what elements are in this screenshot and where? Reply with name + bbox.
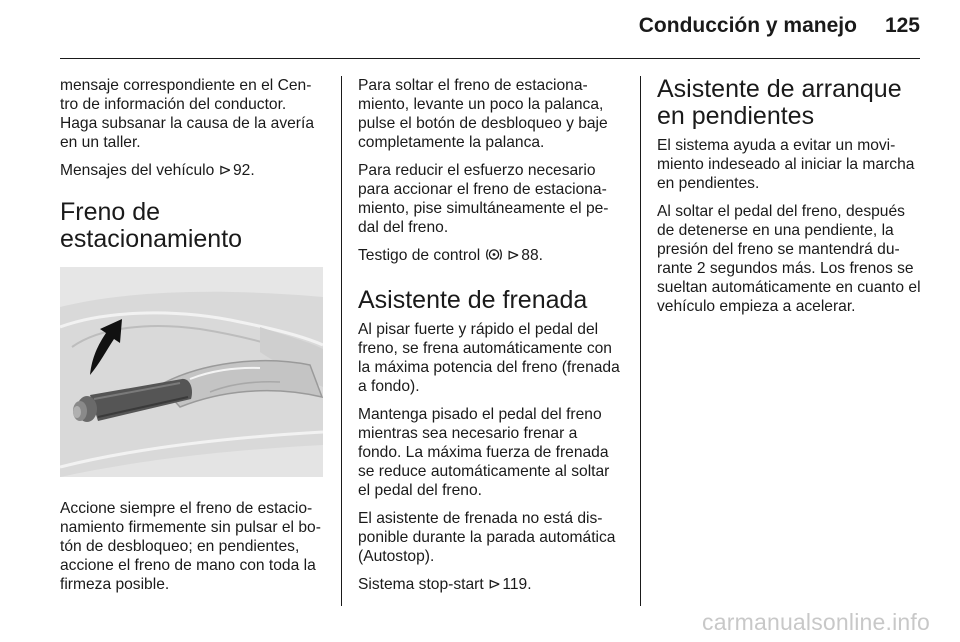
column-1 xyxy=(60,76,326,603)
reference-page: 92. xyxy=(232,162,255,179)
page-header xyxy=(639,14,920,38)
reference-text: Sistema stop-start xyxy=(358,576,484,593)
page-ref-icon: ⊳ xyxy=(506,247,520,264)
parking-brake-illustration xyxy=(60,267,323,477)
reference-page: 88. xyxy=(521,247,543,264)
reference-page: 119. xyxy=(502,576,532,593)
column-divider xyxy=(640,76,641,606)
watermark: carmanualsonline.info xyxy=(702,609,930,635)
parking-brake-drawing xyxy=(60,267,323,477)
page-ref-icon: ⊳ xyxy=(218,162,232,179)
page-number: 125 xyxy=(884,14,920,37)
section-heading: Asistente de arranque en pendientes xyxy=(657,75,902,130)
column-2 xyxy=(358,76,624,603)
page-ref-icon: ⊳ xyxy=(488,576,502,593)
paragraph: mensaje correspondiente en el Cen- tro de información del conductor. Haga subsanar la causa de la avería en un taller. xyxy=(60,77,314,151)
cross-reference xyxy=(60,161,326,180)
paragraph: Para soltar el freno de estaciona- miento, levante un poco la palanca, pulse el botón de desbloqueo y baje completamente la palanca. xyxy=(358,77,608,151)
paragraph: El sistema ayuda a evitar un movi- miento indeseado al iniciar la marcha en pendientes. xyxy=(657,137,915,192)
section-heading: Freno de estacionamiento xyxy=(60,198,243,253)
header-title: Conducción y manejo xyxy=(638,14,857,37)
column-divider xyxy=(341,76,342,606)
cross-reference xyxy=(358,246,624,265)
paragraph: Al pisar fuerte y rápido el pedal del freno, se frena automáticamente con la máxima potencia del freno (frenada a fondo). xyxy=(358,321,620,395)
section-heading: Asistente de frenada xyxy=(358,286,588,314)
paragraph: Accione siempre el freno de estacio- namiento firmemente sin pulsar el bo- tón de desbloqueo; en pendientes, accione el freno de mano con toda la firmeza posible. xyxy=(60,500,321,593)
reference-text: Testigo de control xyxy=(358,247,481,264)
cross-reference xyxy=(358,575,624,594)
reference-text: Mensajes del vehículo xyxy=(60,162,215,179)
paragraph: El asistente de frenada no está dis- ponible durante la parada automática (Autostop). xyxy=(358,510,616,565)
header-rule xyxy=(60,58,920,59)
column-3 xyxy=(657,76,923,325)
paragraph: Mantenga pisado el pedal del freno mientras sea necesario frenar a fondo. La máxima fuerza de frenada se reduce automáticamente al soltar el pedal del freno. xyxy=(358,406,610,499)
paragraph: Para reducir el esfuerzo necesario para accionar el freno de estaciona- miento, pise simultáneamente el pe- dal del freno. xyxy=(358,162,609,236)
brake-warning-lamp-icon xyxy=(485,247,503,262)
paragraph: Al soltar el pedal del freno, después de detenerse en una pendiente, la presión del freno se mantendrá du- rante 2 segundos más. Los frenos se sueltan automáticamente en cuanto el vehículo empieza a acelerar. xyxy=(657,203,921,315)
